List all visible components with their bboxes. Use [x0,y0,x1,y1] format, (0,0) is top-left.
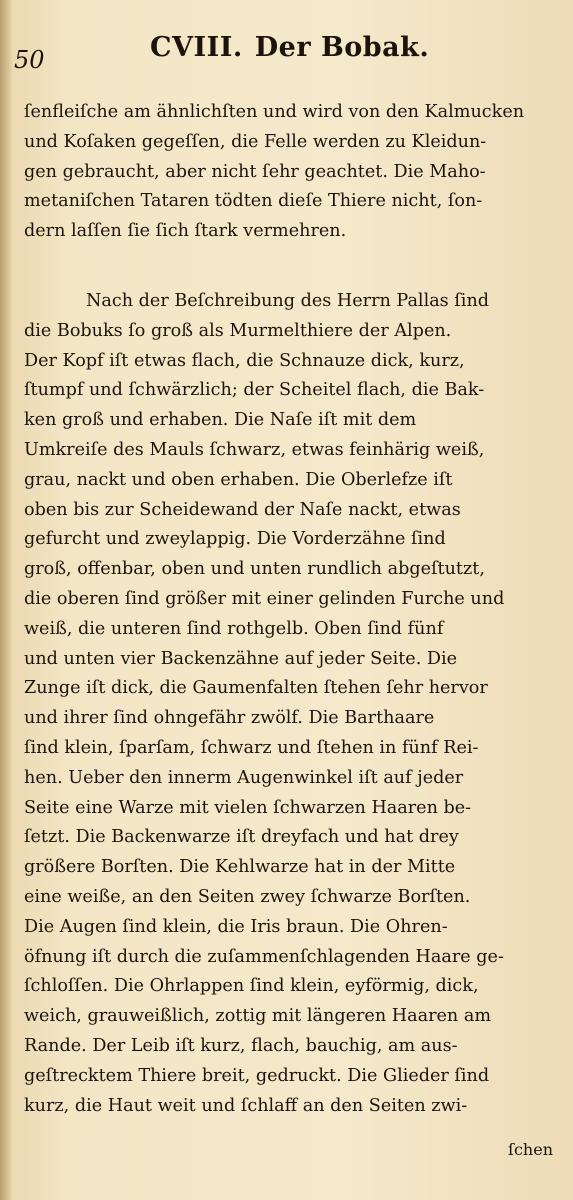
text-line: und Koſaken gegeſſen, die Felle werden zu Kleidun- [24,131,487,152]
text-line: öfnung iſt durch die zuſammenſchlagenden Haare ge- [24,946,504,967]
text-line: oben bis zur Scheidewand der Naſe nackt, etwas [24,499,461,520]
text-line: Nach der Beſchreibung des Herrn Pallas ſind [86,290,490,311]
text-line: Seite eine Warze mit vielen ſchwarzen Haaren be- [24,797,472,818]
text-line: metaniſchen Tataren tödten dieſe Thiere nicht, ſon- [24,191,483,212]
text-line: ſchloſſen. Die Ohrlappen ſind klein, eyförmig, dick, [24,976,479,997]
text-line: geſtrecktem Thiere breit, gedruckt. Die Glieder ſind [24,1065,490,1086]
text-line: Die Augen ſind klein, die Iris braun. Die Ohren- [24,916,448,937]
chapter-title: Der Bobak. [254,32,430,63]
paragraph-2 [24,287,564,1121]
text-line: groß, offenbar, oben und unten rundlich abgeſtutzt, [24,559,485,580]
paragraph-gap [24,247,564,287]
text-line: die oberen ſind größer mit einer gelinden Furche und [24,588,505,609]
text-line: ken groß und erhaben. Die Naſe iſt mit dem [24,410,417,431]
text-line: Zunge iſt dick, die Gaumenfalten ſtehen ſehr hervor [24,678,488,699]
text-line: weiß, die unteren ſind rothgelb. Oben ſind fünf [24,618,444,639]
body-text [24,98,564,1121]
text-line: Der Kopf iſt etwas flach, die Schnauze dick, kurz, [24,350,465,371]
text-line: eine weiße, an den Seiten zwey ſchwarze Borſten. [24,886,471,907]
text-line: und unten vier Backenzähne auf jeder Seite. Die [24,648,458,669]
text-line: kurz, die Haut weit und ſchlaff an den Seiten zwi- [24,1095,468,1116]
text-line: und ihrer ſind ohngefähr zwölf. Die Barthaare [24,708,435,729]
text-line: grau, nackt und oben erhaben. Die Oberlefze iſt [24,469,453,490]
text-line: Umkreiſe des Mauls ſchwarz, etwas feinhärig weiß, [24,439,485,460]
paragraph-1 [24,98,564,247]
text-line: dern laſſen ſie ſich ſtark vermehren. [24,221,347,242]
chapter-number: CVIII. [150,32,243,63]
text-line: die Bobuks ſo groß als Murmelthiere der Alpen. [24,320,452,341]
text-line: ſenfleiſche am ähnlichſten und wird von den Kalmucken [24,102,525,122]
catchword: ſchen [508,1140,553,1159]
text-line: ſtumpf und ſchwärzlich; der Scheitel flach, die Bak- [24,380,485,401]
text-line: ſind klein, ſparſam, ſchwarz und ſtehen in fünf Rei- [24,737,479,758]
text-line: gen gebraucht, aber nicht ſehr geachtet. Die Maho- [24,161,486,182]
text-line: ſetzt. Die Backenwarze iſt dreyfach und hat drey [24,827,459,848]
text-line: hen. Ueber den innerm Augenwinkel iſt auf jeder [24,767,464,788]
text-line: weich, grauweißlich, zottig mit längeren Haaren am [24,1006,491,1027]
text-line: größere Borſten. Die Kehlwarze hat in der Mitte [24,857,456,878]
running-head [150,32,429,63]
page-number: 50 [14,46,45,74]
text-line: Rande. Der Leib iſt kurz, flach, bauchig, am aus- [24,1035,458,1056]
text-line: gefurcht und zweylappig. Die Vorderzähne ſind [24,529,446,550]
page-gutter [0,0,12,1200]
